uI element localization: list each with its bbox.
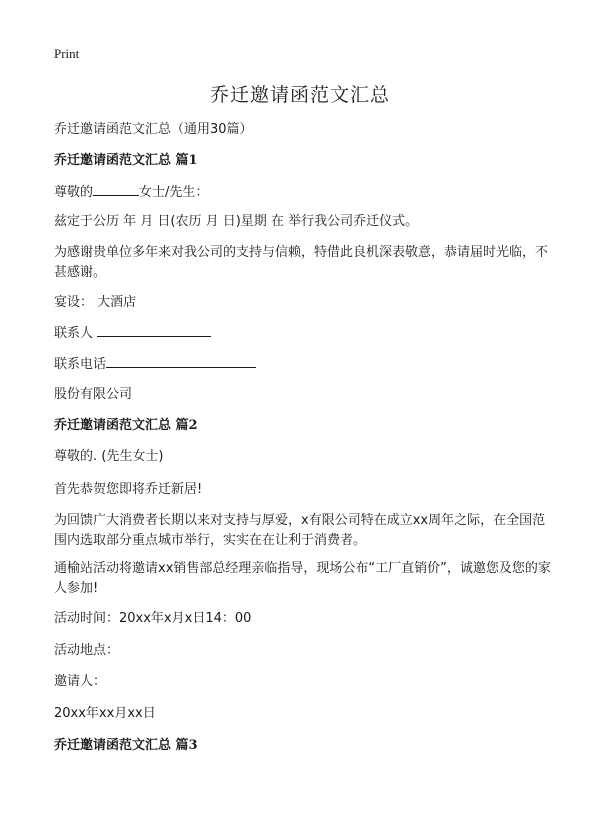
section-2-inviter: 邀请人： bbox=[54, 674, 107, 689]
section-2-location: 活动地点： bbox=[54, 643, 120, 658]
contact-blank bbox=[97, 323, 211, 337]
section-1-paragraph-1: 兹定于公历 年 月 日(农历 月 日)星期 在 举行我公司乔迁仪式。 bbox=[54, 214, 419, 229]
intro-text: 乔迁邀请函范文汇总（通用30篇） bbox=[54, 122, 253, 137]
section-2-heading: 乔迁邀请函范文汇总 篇2 bbox=[54, 418, 198, 433]
greeting-suffix: 女士/先生： bbox=[139, 185, 209, 200]
document-title: 乔迁邀请函范文汇总 bbox=[209, 84, 390, 106]
section-1-company: 股份有限公司 bbox=[54, 387, 133, 402]
phone-blank bbox=[106, 354, 256, 368]
print-label[interactable]: Print bbox=[54, 46, 80, 61]
section-2-time: 活动时间：20xx年x月x日14：00 bbox=[54, 611, 252, 626]
section-2-paragraph-2: 为回馈广大消费者长期以来对支持与厚爱，x有限公司特在成立xx周年之际，在全国范围内选取部分重点城市举行，实实在在让利于消费者。 bbox=[54, 513, 546, 548]
contact-label: 联系人 bbox=[54, 326, 94, 341]
greeting-prefix: 尊敬的 bbox=[54, 185, 94, 200]
section-1-heading: 乔迁邀请函范文汇总 篇1 bbox=[54, 153, 198, 168]
name-blank bbox=[93, 182, 139, 196]
section-1-paragraph-2: 为感谢贵单位多年来对我公司的支持与信赖，特借此良机深表敬意，恭请届时光临，不甚感谢。 bbox=[54, 245, 549, 280]
section-1-venue: 宴设： 大酒店 bbox=[54, 295, 137, 310]
section-2-date: 20xx年xx月xx日 bbox=[54, 706, 156, 721]
section-3-heading: 乔迁邀请函范文汇总 篇3 bbox=[54, 738, 198, 753]
section-2-paragraph-1: 首先恭贺您即将乔迁新居! bbox=[54, 482, 203, 497]
section-2-greeting: 尊敬的. (先生女士) bbox=[54, 449, 164, 464]
section-1-contact bbox=[54, 323, 211, 344]
phone-label: 联系电话 bbox=[54, 357, 107, 372]
section-2-paragraph-3: 通榆站活动将邀请xx销售部总经理亲临指导，现场公布“工厂直销价”，诚邀您及您的家人参加! bbox=[54, 561, 551, 596]
section-1-greeting bbox=[54, 182, 208, 203]
section-1-phone bbox=[54, 354, 256, 375]
